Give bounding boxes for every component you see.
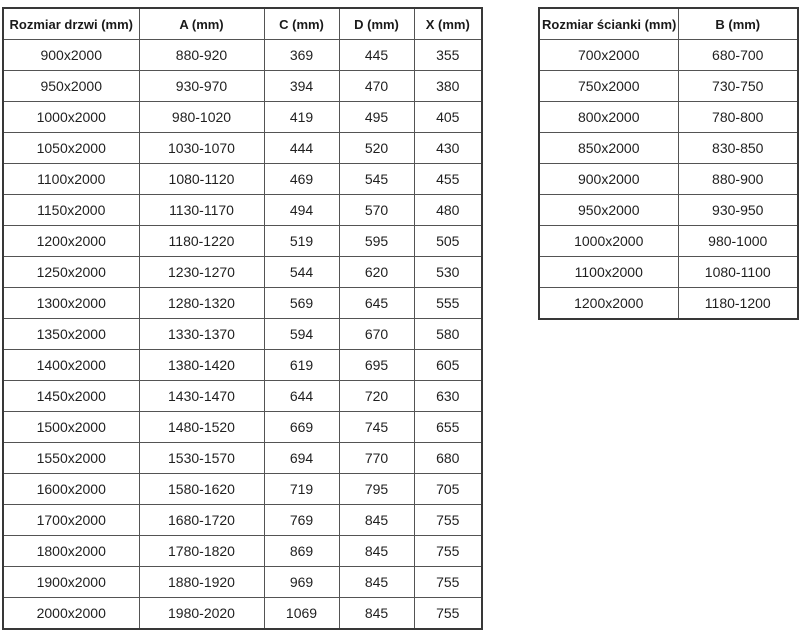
table-cell: 1080-1120 (139, 164, 264, 195)
table-cell: 570 (339, 195, 414, 226)
table-cell: 469 (264, 164, 339, 195)
table-cell: 1680-1720 (139, 505, 264, 536)
table-cell: 545 (339, 164, 414, 195)
table-row (3, 443, 482, 474)
table-cell: 369 (264, 40, 339, 71)
column-header: A (mm) (139, 8, 264, 40)
table-cell: 445 (339, 40, 414, 71)
table-cell: 594 (264, 319, 339, 350)
table-row (3, 536, 482, 567)
door-size-table (2, 7, 483, 630)
table-row (3, 319, 482, 350)
table-cell: 1550x2000 (3, 443, 139, 474)
table-cell: 1030-1070 (139, 133, 264, 164)
column-header: B (mm) (678, 8, 798, 40)
table-row (3, 412, 482, 443)
table-row (3, 226, 482, 257)
table-cell: 1230-1270 (139, 257, 264, 288)
table-cell: 950x2000 (539, 195, 678, 226)
table-cell: 880-920 (139, 40, 264, 71)
column-header: Rozmiar ścianki (mm) (539, 8, 678, 40)
table-cell: 405 (414, 102, 482, 133)
table-cell: 495 (339, 102, 414, 133)
table-row (539, 40, 798, 71)
table-cell: 480 (414, 195, 482, 226)
table-row (539, 71, 798, 102)
table-cell: 1250x2000 (3, 257, 139, 288)
table-cell: 880-900 (678, 164, 798, 195)
table-row (3, 505, 482, 536)
column-header: X (mm) (414, 8, 482, 40)
table-cell: 980-1020 (139, 102, 264, 133)
table-cell: 355 (414, 40, 482, 71)
table-row (3, 567, 482, 598)
table-cell: 1100x2000 (539, 257, 678, 288)
table-cell: 1800x2000 (3, 536, 139, 567)
table-cell: 670 (339, 319, 414, 350)
table-cell: 1700x2000 (3, 505, 139, 536)
table-cell: 680-700 (678, 40, 798, 71)
table-row (539, 133, 798, 164)
table-row (3, 474, 482, 505)
table-cell: 394 (264, 71, 339, 102)
table-cell: 1600x2000 (3, 474, 139, 505)
table-cell: 1200x2000 (3, 226, 139, 257)
table-cell: 869 (264, 536, 339, 567)
table-cell: 845 (339, 567, 414, 598)
table-cell: 1069 (264, 598, 339, 630)
table-row (3, 40, 482, 71)
table-cell: 519 (264, 226, 339, 257)
wall-size-table (538, 7, 799, 320)
table-row (539, 102, 798, 133)
table-cell: 580 (414, 319, 482, 350)
column-header: D (mm) (339, 8, 414, 40)
table-cell: 930-970 (139, 71, 264, 102)
table-row (3, 164, 482, 195)
table-row (3, 71, 482, 102)
table-cell: 969 (264, 567, 339, 598)
table-row (3, 257, 482, 288)
table-cell: 645 (339, 288, 414, 319)
table-cell: 755 (414, 598, 482, 630)
table-cell: 1880-1920 (139, 567, 264, 598)
table-cell: 444 (264, 133, 339, 164)
table-cell: 705 (414, 474, 482, 505)
table-cell: 1300x2000 (3, 288, 139, 319)
table-cell: 1350x2000 (3, 319, 139, 350)
table-row (539, 257, 798, 288)
table-cell: 1330-1370 (139, 319, 264, 350)
table-row (539, 288, 798, 320)
table-cell: 619 (264, 350, 339, 381)
table-cell: 1780-1820 (139, 536, 264, 567)
table-cell: 530 (414, 257, 482, 288)
table-cell: 620 (339, 257, 414, 288)
table-cell: 605 (414, 350, 482, 381)
table-cell: 1050x2000 (3, 133, 139, 164)
table-cell: 800x2000 (539, 102, 678, 133)
table-cell: 845 (339, 598, 414, 630)
table-cell: 780-800 (678, 102, 798, 133)
table-cell: 644 (264, 381, 339, 412)
table-row (3, 350, 482, 381)
table-cell: 669 (264, 412, 339, 443)
table-cell: 755 (414, 567, 482, 598)
table-cell: 1180-1220 (139, 226, 264, 257)
table-cell: 755 (414, 505, 482, 536)
table-cell: 1280-1320 (139, 288, 264, 319)
table-cell: 505 (414, 226, 482, 257)
table-cell: 720 (339, 381, 414, 412)
table-row (3, 598, 482, 630)
table-header-row (3, 8, 482, 40)
table-cell: 520 (339, 133, 414, 164)
column-header: C (mm) (264, 8, 339, 40)
table-cell: 569 (264, 288, 339, 319)
table-cell: 430 (414, 133, 482, 164)
table-cell: 1180-1200 (678, 288, 798, 320)
table-cell: 730-750 (678, 71, 798, 102)
table-header-row (539, 8, 798, 40)
table-row (3, 288, 482, 319)
table-cell: 1530-1570 (139, 443, 264, 474)
table-cell: 900x2000 (539, 164, 678, 195)
table-cell: 1380-1420 (139, 350, 264, 381)
table-cell: 1400x2000 (3, 350, 139, 381)
table-cell: 1430-1470 (139, 381, 264, 412)
table-cell: 755 (414, 536, 482, 567)
table-cell: 555 (414, 288, 482, 319)
table-row (3, 381, 482, 412)
table-cell: 900x2000 (3, 40, 139, 71)
table-cell: 750x2000 (539, 71, 678, 102)
table-row (539, 226, 798, 257)
table-row (539, 195, 798, 226)
table-row (539, 164, 798, 195)
table-cell: 845 (339, 505, 414, 536)
table-row (3, 195, 482, 226)
table-cell: 950x2000 (3, 71, 139, 102)
table-cell: 830-850 (678, 133, 798, 164)
table-cell: 1200x2000 (539, 288, 678, 320)
table-cell: 719 (264, 474, 339, 505)
table-cell: 1000x2000 (539, 226, 678, 257)
table-cell: 680 (414, 443, 482, 474)
table-cell: 769 (264, 505, 339, 536)
table-cell: 980-1000 (678, 226, 798, 257)
table-cell: 380 (414, 71, 482, 102)
table-row (3, 133, 482, 164)
table-cell: 470 (339, 71, 414, 102)
table-cell: 1100x2000 (3, 164, 139, 195)
table-cell: 795 (339, 474, 414, 505)
table-cell: 845 (339, 536, 414, 567)
table-cell: 455 (414, 164, 482, 195)
table-cell: 1000x2000 (3, 102, 139, 133)
table-cell: 694 (264, 443, 339, 474)
table-cell: 1450x2000 (3, 381, 139, 412)
table-cell: 655 (414, 412, 482, 443)
table-cell: 544 (264, 257, 339, 288)
table-cell: 745 (339, 412, 414, 443)
table-cell: 1980-2020 (139, 598, 264, 630)
table-cell: 1900x2000 (3, 567, 139, 598)
table-cell: 1130-1170 (139, 195, 264, 226)
table-cell: 850x2000 (539, 133, 678, 164)
table-cell: 1480-1520 (139, 412, 264, 443)
table-cell: 1150x2000 (3, 195, 139, 226)
table-cell: 630 (414, 381, 482, 412)
table-cell: 419 (264, 102, 339, 133)
table-cell: 494 (264, 195, 339, 226)
table-cell: 2000x2000 (3, 598, 139, 630)
table-cell: 695 (339, 350, 414, 381)
table-cell: 770 (339, 443, 414, 474)
table-row (3, 102, 482, 133)
column-header: Rozmiar drzwi (mm) (3, 8, 139, 40)
table-cell: 1080-1100 (678, 257, 798, 288)
table-cell: 1580-1620 (139, 474, 264, 505)
table-cell: 1500x2000 (3, 412, 139, 443)
table-cell: 595 (339, 226, 414, 257)
table-cell: 700x2000 (539, 40, 678, 71)
table-cell: 930-950 (678, 195, 798, 226)
